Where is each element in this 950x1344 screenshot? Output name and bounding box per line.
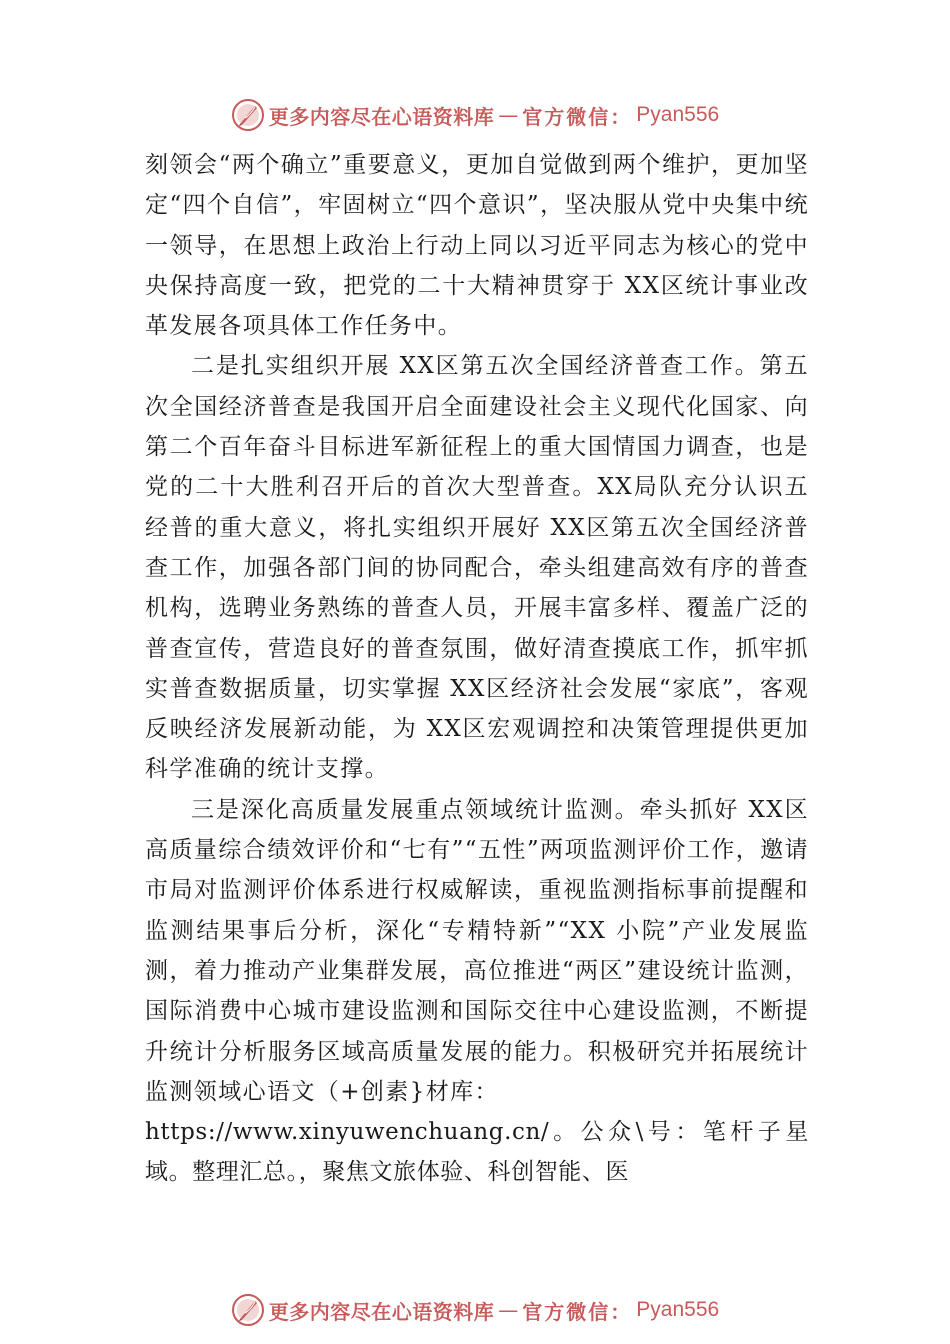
paragraph-quality-monitoring: 三是深化高质量发展重点领域统计监测。牵头抓好 XX区高质量综合绩效评价和“七有”“五性”两项监测评价工作，邀请市局对监测评价体系进行权威解读，重视监测指标事前提醒和监测结果事后分析，深化“专精特新”“XX 小院”产业发展监测，着力推动产业集群发展，高位推进“两区”建设统计监测，国际消费中心城市建设监测和国际交往中心建设监测，不断提升统计分析服务区域高质量发展的能力。积极研究并拓展统计监测领域心语文（+创素}材库： xyxy=(145,796,809,1105)
watermark-separator: — xyxy=(498,103,519,127)
paragraph-url-tail: https://www.xinyuwenchuang.cn/。公众\号：笔杆子星域。整理汇总。，聚焦文旅体验、科创智能、医 xyxy=(145,1119,809,1186)
document-body xyxy=(145,145,809,1193)
quill-pen-seal-icon xyxy=(231,98,265,132)
watermark-official-label: 官方微信： xyxy=(522,104,633,129)
watermark-official-label: 官方微信： xyxy=(522,1299,633,1324)
watermark-brand: 更多内容尽在心语资料库 xyxy=(268,1299,495,1324)
quill-pen-seal-icon xyxy=(231,1293,265,1327)
footer-watermark xyxy=(0,1290,950,1330)
header-watermark xyxy=(0,95,950,135)
paragraph-continued: 刻领会“两个确立”重要意义，更加自觉做到两个维护，更加坚定“四个自信”，牢固树立“四个意识”，坚决服从党中央集中统一领导，在思想上政治上行动上同以习近平同志为核心的党中央保持高度一致，把党的二十大精神贯穿于 XX区统计事业改革发展各项具体工作任务中。 xyxy=(145,152,809,340)
watermark-account-id: Pyan556 xyxy=(636,103,720,126)
watermark-brand: 更多内容尽在心语资料库 xyxy=(268,104,495,129)
watermark-separator: — xyxy=(498,1298,519,1322)
watermark-account-id: Pyan556 xyxy=(636,1298,720,1321)
paragraph-economic-census: 二是扎实组织开展 XX区第五次全国经济普查工作。第五次全国经济普查是我国开启全面建设社会主义现代化国家、向第二个百年奋斗目标进军新征程上的重大国情国力调查，也是党的二十大胜利召开后的首次大型普查。XX局队充分认识五经普的重大意义，将扎实组织开展好 XX区第五次全国经济普查工作，加强各部门间的协同配合，牵头组建高效有序的普查机构，选聘业务熟练的普查人员，开展丰富多样、覆盖广泛的普查宣传，营造良好的普查氛围，做好清查摸底工作，抓牢抓实普查数据质量，切实掌握 XX区经济社会发展“家底”，客观反映经济发展新动能，为 XX区宏观调控和决策管理提供更加科学准确的统计支撑。 xyxy=(145,353,809,783)
